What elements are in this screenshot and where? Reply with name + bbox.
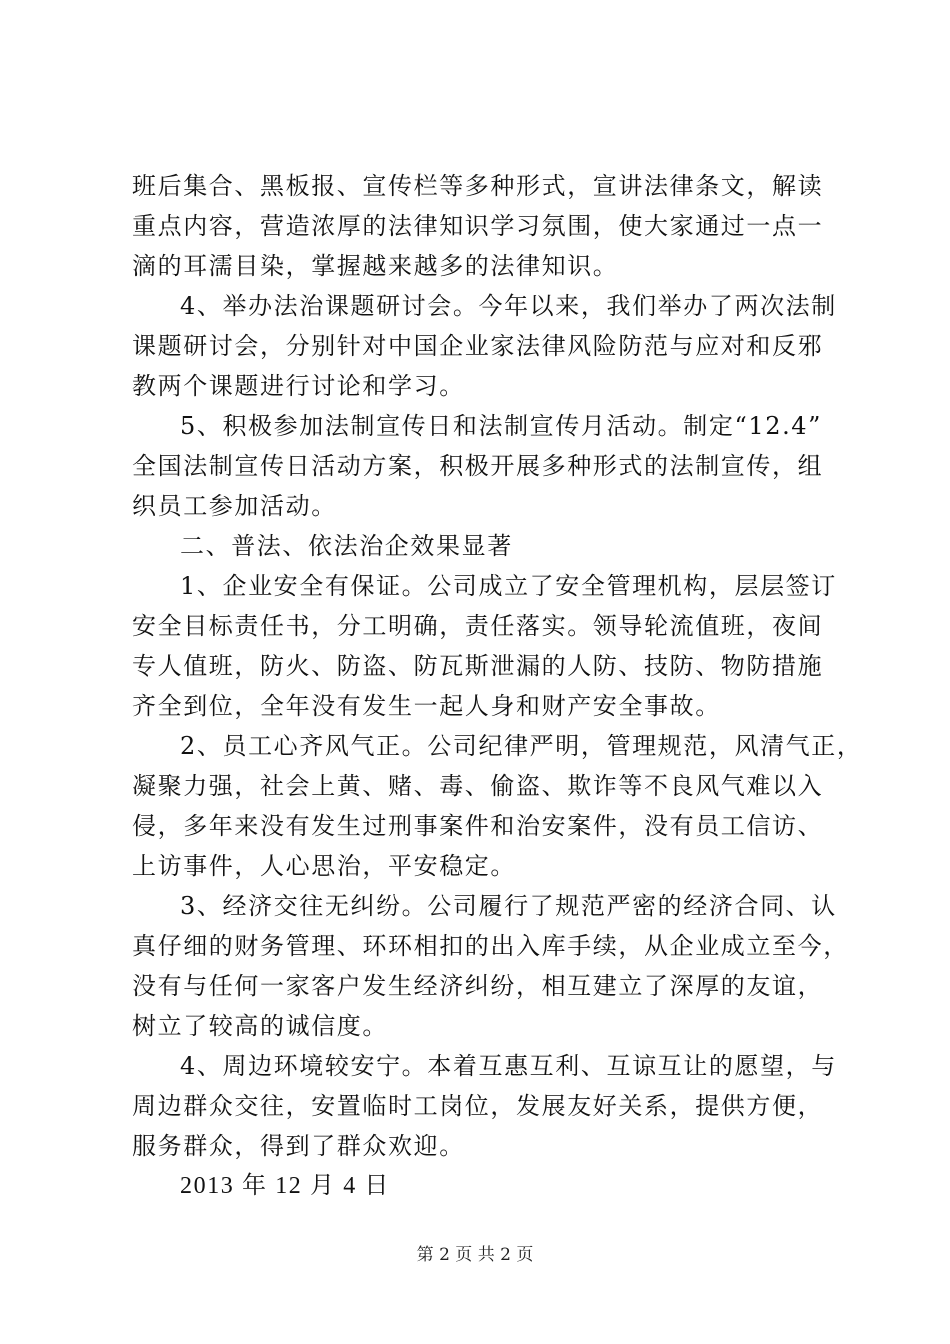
paragraph-start-line: 5、积极参加法制宣传日和法制宣传月活动。制定“12.4” xyxy=(180,412,823,440)
text-line: 齐全到位，全年没有发生一起人身和财产安全事故。 xyxy=(132,692,721,720)
paragraph-start-line: 4、举办法治课题研讨会。今年以来，我们举办了两次法制 xyxy=(180,292,837,320)
text-line: 全国法制宣传日活动方案，积极开展多种形式的法制宣传，组 xyxy=(132,452,824,480)
text-line: 上访事件，人心思治，平安稳定。 xyxy=(132,852,516,880)
document-date: 2013 年 12 月 4 日 xyxy=(180,1173,390,1199)
text-line: 课题研讨会，分别针对中国企业家法律风险防范与应对和反邪 xyxy=(132,332,824,360)
text-line: 树立了较高的诚信度。 xyxy=(132,1012,388,1040)
text-line: 滴的耳濡目染，掌握越来越多的法律知识。 xyxy=(132,252,619,280)
text-line: 教两个课题进行讨论和学习。 xyxy=(132,372,465,400)
text-line: 重点内容，营造浓厚的法律知识学习氛围，使大家通过一点一 xyxy=(132,212,824,240)
text-line: 凝聚力强，社会上黄、赌、毒、偷盗、欺诈等不良风气难以入 xyxy=(132,772,824,800)
text-line: 真仔细的财务管理、环环相扣的出入库手续，从企业成立至今， xyxy=(132,932,849,960)
text-line: 没有与任何一家客户发生经济纠纷，相互建立了深厚的友谊， xyxy=(132,972,824,1000)
text-line: 侵，多年来没有发生过刑事案件和治安案件，没有员工信访、 xyxy=(132,812,824,840)
text-line: 织员工参加活动。 xyxy=(132,492,337,520)
page-number-footer: 第 2 页 共 2 页 xyxy=(416,1245,534,1265)
section-heading: 二、普法、依法治企效果显著 xyxy=(180,532,513,560)
paragraph-start-line: 4、周边环境较安宁。本着互惠互利、互谅互让的愿望，与 xyxy=(180,1052,837,1080)
paragraph-start-line: 2、员工心齐风气正。公司纪律严明，管理规范，风清气正， xyxy=(180,732,863,760)
paragraph-start-line: 1、企业安全有保证。公司成立了安全管理机构，层层签订 xyxy=(180,572,837,600)
paragraph-start-line: 3、经济交往无纠纷。公司履行了规范严密的经济合同、认 xyxy=(180,892,837,920)
text-line: 安全目标责任书，分工明确，责任落实。领导轮流值班，夜间 xyxy=(132,612,824,640)
text-line: 专人值班，防火、防盗、防瓦斯泄漏的人防、技防、物防措施 xyxy=(132,652,824,680)
text-line: 班后集合、黑板报、宣传栏等多种形式，宣讲法律条文，解读 xyxy=(132,172,824,200)
text-line: 周边群众交往，安置临时工岗位，发展友好关系，提供方便， xyxy=(132,1092,824,1120)
document-body xyxy=(132,166,863,1206)
text-line: 服务群众，得到了群众欢迎。 xyxy=(132,1132,465,1160)
